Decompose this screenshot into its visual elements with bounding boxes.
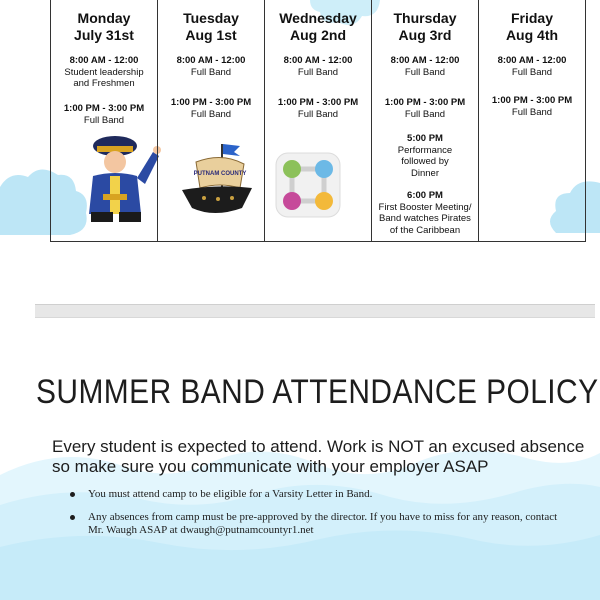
schedule-day-tuesday	[157, 0, 264, 241]
morning-slot	[479, 55, 585, 78]
slot-description: Dinner	[411, 167, 439, 179]
schedule-day-wednesday	[264, 0, 371, 241]
pirate-ship-image	[178, 138, 256, 218]
slot-description: followed by	[401, 156, 449, 167]
slot-time: 8:00 AM - 12:00	[390, 55, 460, 66]
afternoon-slot	[51, 103, 157, 126]
slot-time: 8:00 AM - 12:00	[176, 55, 246, 66]
slot-description: Full Band	[297, 66, 339, 78]
list-item	[70, 488, 570, 501]
slot-description: Full Band	[404, 66, 446, 78]
page-separator	[35, 304, 595, 318]
morning-slot	[265, 55, 371, 78]
day-date: July 31st	[74, 27, 134, 43]
slot-description: Performance	[397, 144, 453, 156]
slot-description: of the Caribbean	[389, 224, 461, 236]
app-logo-icon	[275, 152, 341, 218]
schedule-day-monday	[50, 0, 157, 241]
schedule-day-friday	[478, 0, 586, 241]
slot-time: 8:00 AM - 12:00	[497, 55, 567, 66]
policy-intro: Every student is expected to attend. Work is NOT an excused absence so make sure you communicate with your employer ASAP	[52, 437, 585, 476]
slot-time: 1:00 PM - 3:00 PM	[491, 95, 573, 106]
slot-description: Band watches Pirates	[379, 213, 471, 224]
slot-description: First Booster Meeting/	[378, 201, 472, 213]
day-date: Aug 2nd	[290, 27, 346, 43]
day-header	[265, 10, 371, 44]
slot-time: 1:00 PM - 3:00 PM	[170, 97, 252, 108]
morning-slot	[372, 55, 478, 78]
slot-time: 6:00 PM	[407, 190, 443, 201]
morning-slot	[158, 55, 264, 78]
policy-title: SUMMER BAND ATTENDANCE POLICY	[36, 373, 599, 411]
camp-schedule-table	[50, 0, 586, 242]
slot-description: and Freshmen	[73, 78, 135, 89]
day-header	[479, 10, 585, 44]
day-header	[51, 10, 157, 44]
ship-flag-text: PUTNAM COUNTY	[193, 171, 247, 177]
slot-time: 1:00 PM - 3:00 PM	[63, 103, 145, 114]
slot-description: Full Band	[297, 108, 339, 120]
slot-description: Full Band	[511, 106, 553, 118]
slot-time: 1:00 PM - 3:00 PM	[277, 97, 359, 108]
afternoon-slot	[372, 97, 478, 120]
morning-slot	[51, 55, 157, 90]
bullet-icon	[70, 515, 75, 520]
slot-time: 5:00 PM	[407, 133, 443, 144]
slot-time: 8:00 AM - 12:00	[283, 55, 353, 66]
day-name: Tuesday	[183, 10, 239, 26]
day-name: Wednesday	[279, 10, 357, 26]
slot-time: 1:00 PM - 3:00 PM	[384, 97, 466, 108]
day-name: Thursday	[393, 10, 457, 26]
slot-time: 8:00 AM - 12:00	[69, 55, 139, 66]
day-header	[158, 10, 264, 44]
slot-description: Full Band	[511, 66, 553, 78]
slot-description: Full Band	[190, 66, 232, 78]
slot-description: Full Band	[83, 114, 125, 126]
evening-slot	[372, 133, 478, 179]
policy-bullet-list	[70, 488, 570, 547]
slot-description: Full Band	[190, 108, 232, 120]
day-date: Aug 4th	[505, 27, 559, 43]
afternoon-slot	[265, 97, 371, 120]
day-header	[372, 10, 478, 44]
slot-description: Full Band	[404, 108, 446, 120]
day-date: Aug 3rd	[398, 27, 452, 43]
band-captain-mascot-image	[73, 132, 163, 224]
day-name: Monday	[77, 10, 131, 26]
day-date: Aug 1st	[185, 27, 237, 43]
bullet-text: You must attend camp to be eligible for a Varsity Letter in Band.	[88, 488, 373, 500]
bullet-icon	[70, 492, 75, 497]
afternoon-slot	[158, 97, 264, 120]
slot-description: Student leadership	[64, 66, 144, 78]
afternoon-slot	[479, 95, 585, 118]
night-slot	[372, 190, 478, 236]
bullet-text: Any absences from camp must be pre-approved by the director. If you have to miss for any reason, contact Mr. Waugh ASAP at dwaugh@putnamcountyr1.net	[88, 511, 558, 536]
list-item	[70, 511, 570, 537]
day-name: Friday	[510, 10, 553, 26]
schedule-day-thursday	[371, 0, 478, 241]
